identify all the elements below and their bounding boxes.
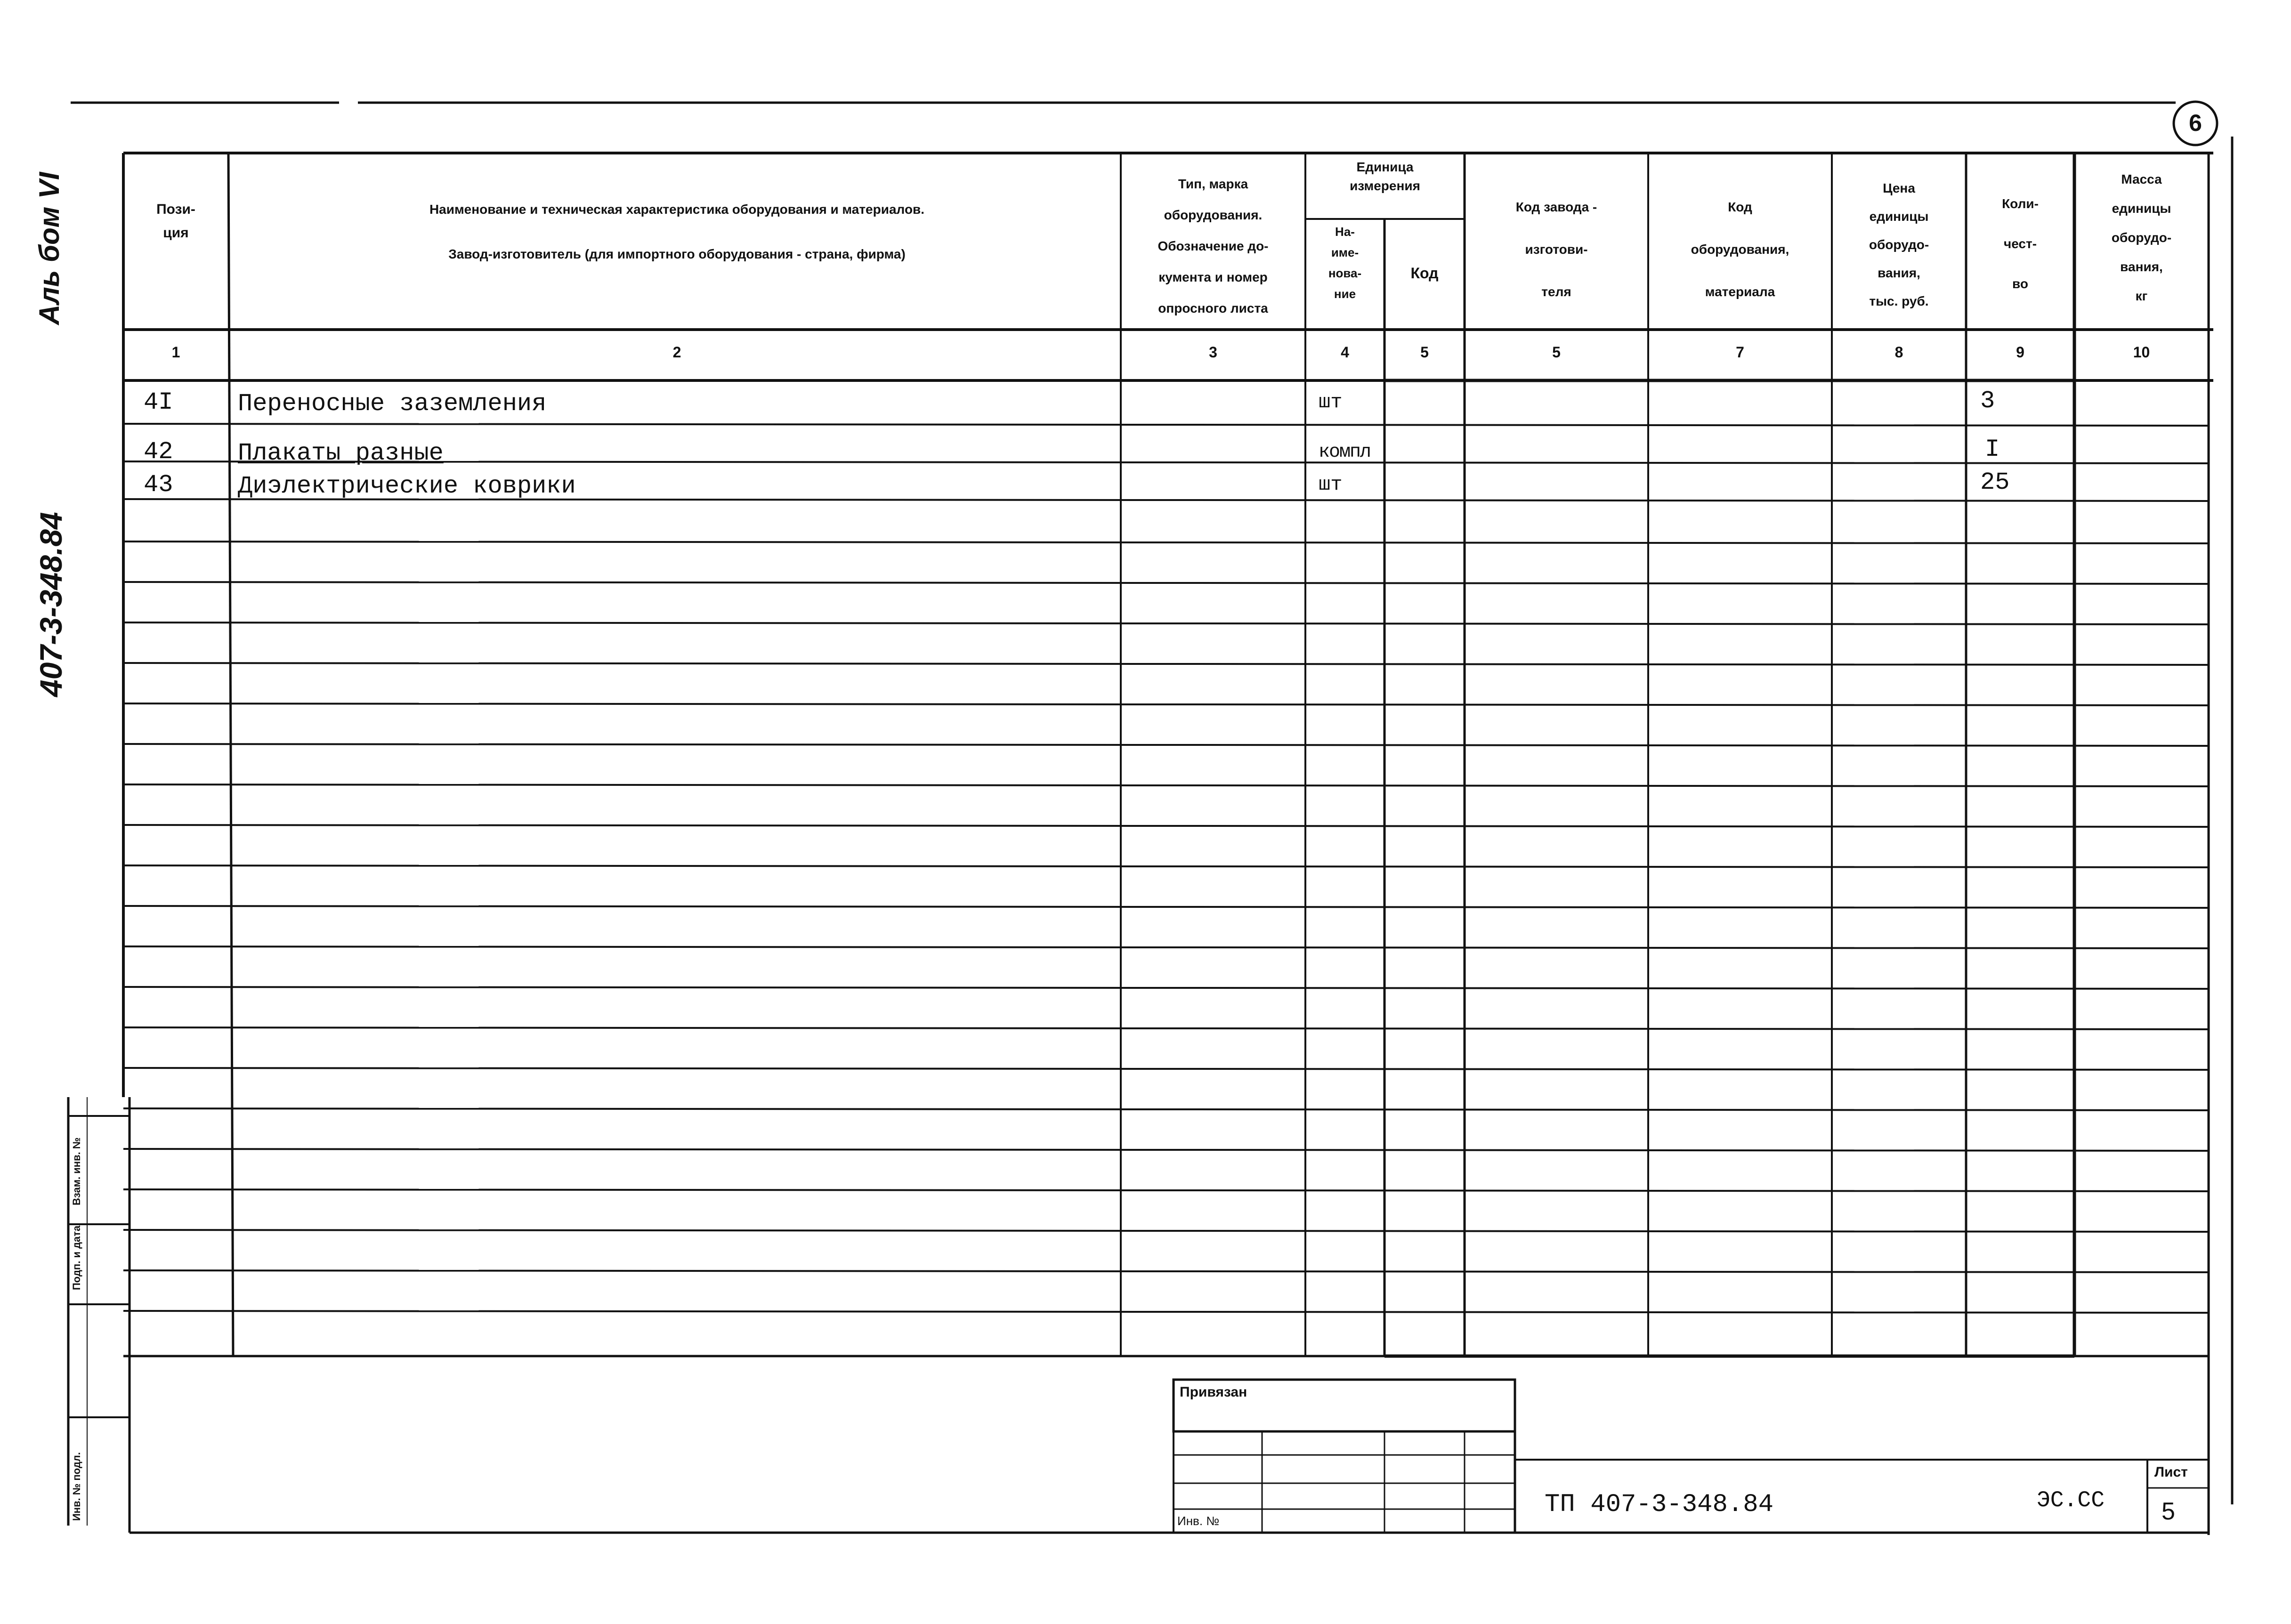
header-position: Пози- ция <box>156 202 195 241</box>
header-name-line1: Наименование и техническая характеристика оборудования и материалов. <box>429 202 925 217</box>
section-code: ЭС.СС <box>2037 1488 2105 1513</box>
header-factory-code: Код завода - изготови- теля <box>1515 200 1597 299</box>
header-equipment-code: Код оборудования, материала <box>1691 200 1789 299</box>
header-unit-name: На- име- нова- ние <box>1328 225 1362 301</box>
sheet-label: Лист <box>2154 1464 2188 1480</box>
column-number: 10 <box>2133 344 2150 361</box>
project-number: 407-3-348.84 <box>33 512 68 697</box>
column-number: 8 <box>1894 344 1903 361</box>
header-type: Тип, марка оборудования. Обозначение до- кумента и номер опросного листа <box>1158 177 1269 315</box>
row-unit: шт <box>1319 391 1343 413</box>
document-code: ТП 407-3-348.84 <box>1545 1490 1774 1519</box>
column-number: 7 <box>1736 344 1744 361</box>
stamp-label: Инв. № подл. <box>71 1452 82 1521</box>
header-unit-group: Единица измерения <box>1350 160 1420 193</box>
album-label: Аль бом VI <box>33 172 65 325</box>
column-number: 2 <box>672 344 681 361</box>
row-name: Плакаты разные <box>238 439 444 467</box>
header-unit-code: Код <box>1410 265 1439 282</box>
row-position: 42 <box>144 438 173 466</box>
header-quantity: Коли- чест- во <box>2002 196 2039 291</box>
stamp-label: Подп. и дата <box>71 1225 82 1290</box>
column-number: 4 <box>1341 344 1349 361</box>
sheet-circle-number: 6 <box>2189 110 2202 136</box>
column-number: 5 <box>1552 344 1561 361</box>
column-number: 3 <box>1209 344 1217 361</box>
row-name: Переносные заземления <box>238 390 547 418</box>
row-position: 43 <box>144 471 173 499</box>
row-unit: шт <box>1319 473 1343 496</box>
header-price: Цена единицы оборудо- вания, тыс. руб. <box>1869 181 1929 308</box>
row-quantity: 3 <box>1980 387 1995 415</box>
row-name: Диэлектрические коврики <box>238 472 576 500</box>
row-unit: компл <box>1319 442 1371 463</box>
row-quantity: I <box>1985 436 2000 463</box>
header-mass: Масса единицы оборудо- вания, кг <box>2111 172 2172 303</box>
row-position: 4I <box>144 388 173 416</box>
sheet-number: 5 <box>2161 1498 2175 1525</box>
bound-label: Привязан <box>1180 1384 1247 1400</box>
inv-label: Инв. № <box>1177 1514 1220 1528</box>
header-name-line2: Завод-изготовитель (для импортного оборудования - страна, фирма) <box>448 247 906 261</box>
stamp-label: Взам. инв. № <box>71 1137 82 1205</box>
column-number: 5 <box>1420 344 1429 361</box>
row-quantity: 25 <box>1980 469 2010 496</box>
column-number: 9 <box>2016 344 2024 361</box>
column-number: 1 <box>171 344 180 361</box>
